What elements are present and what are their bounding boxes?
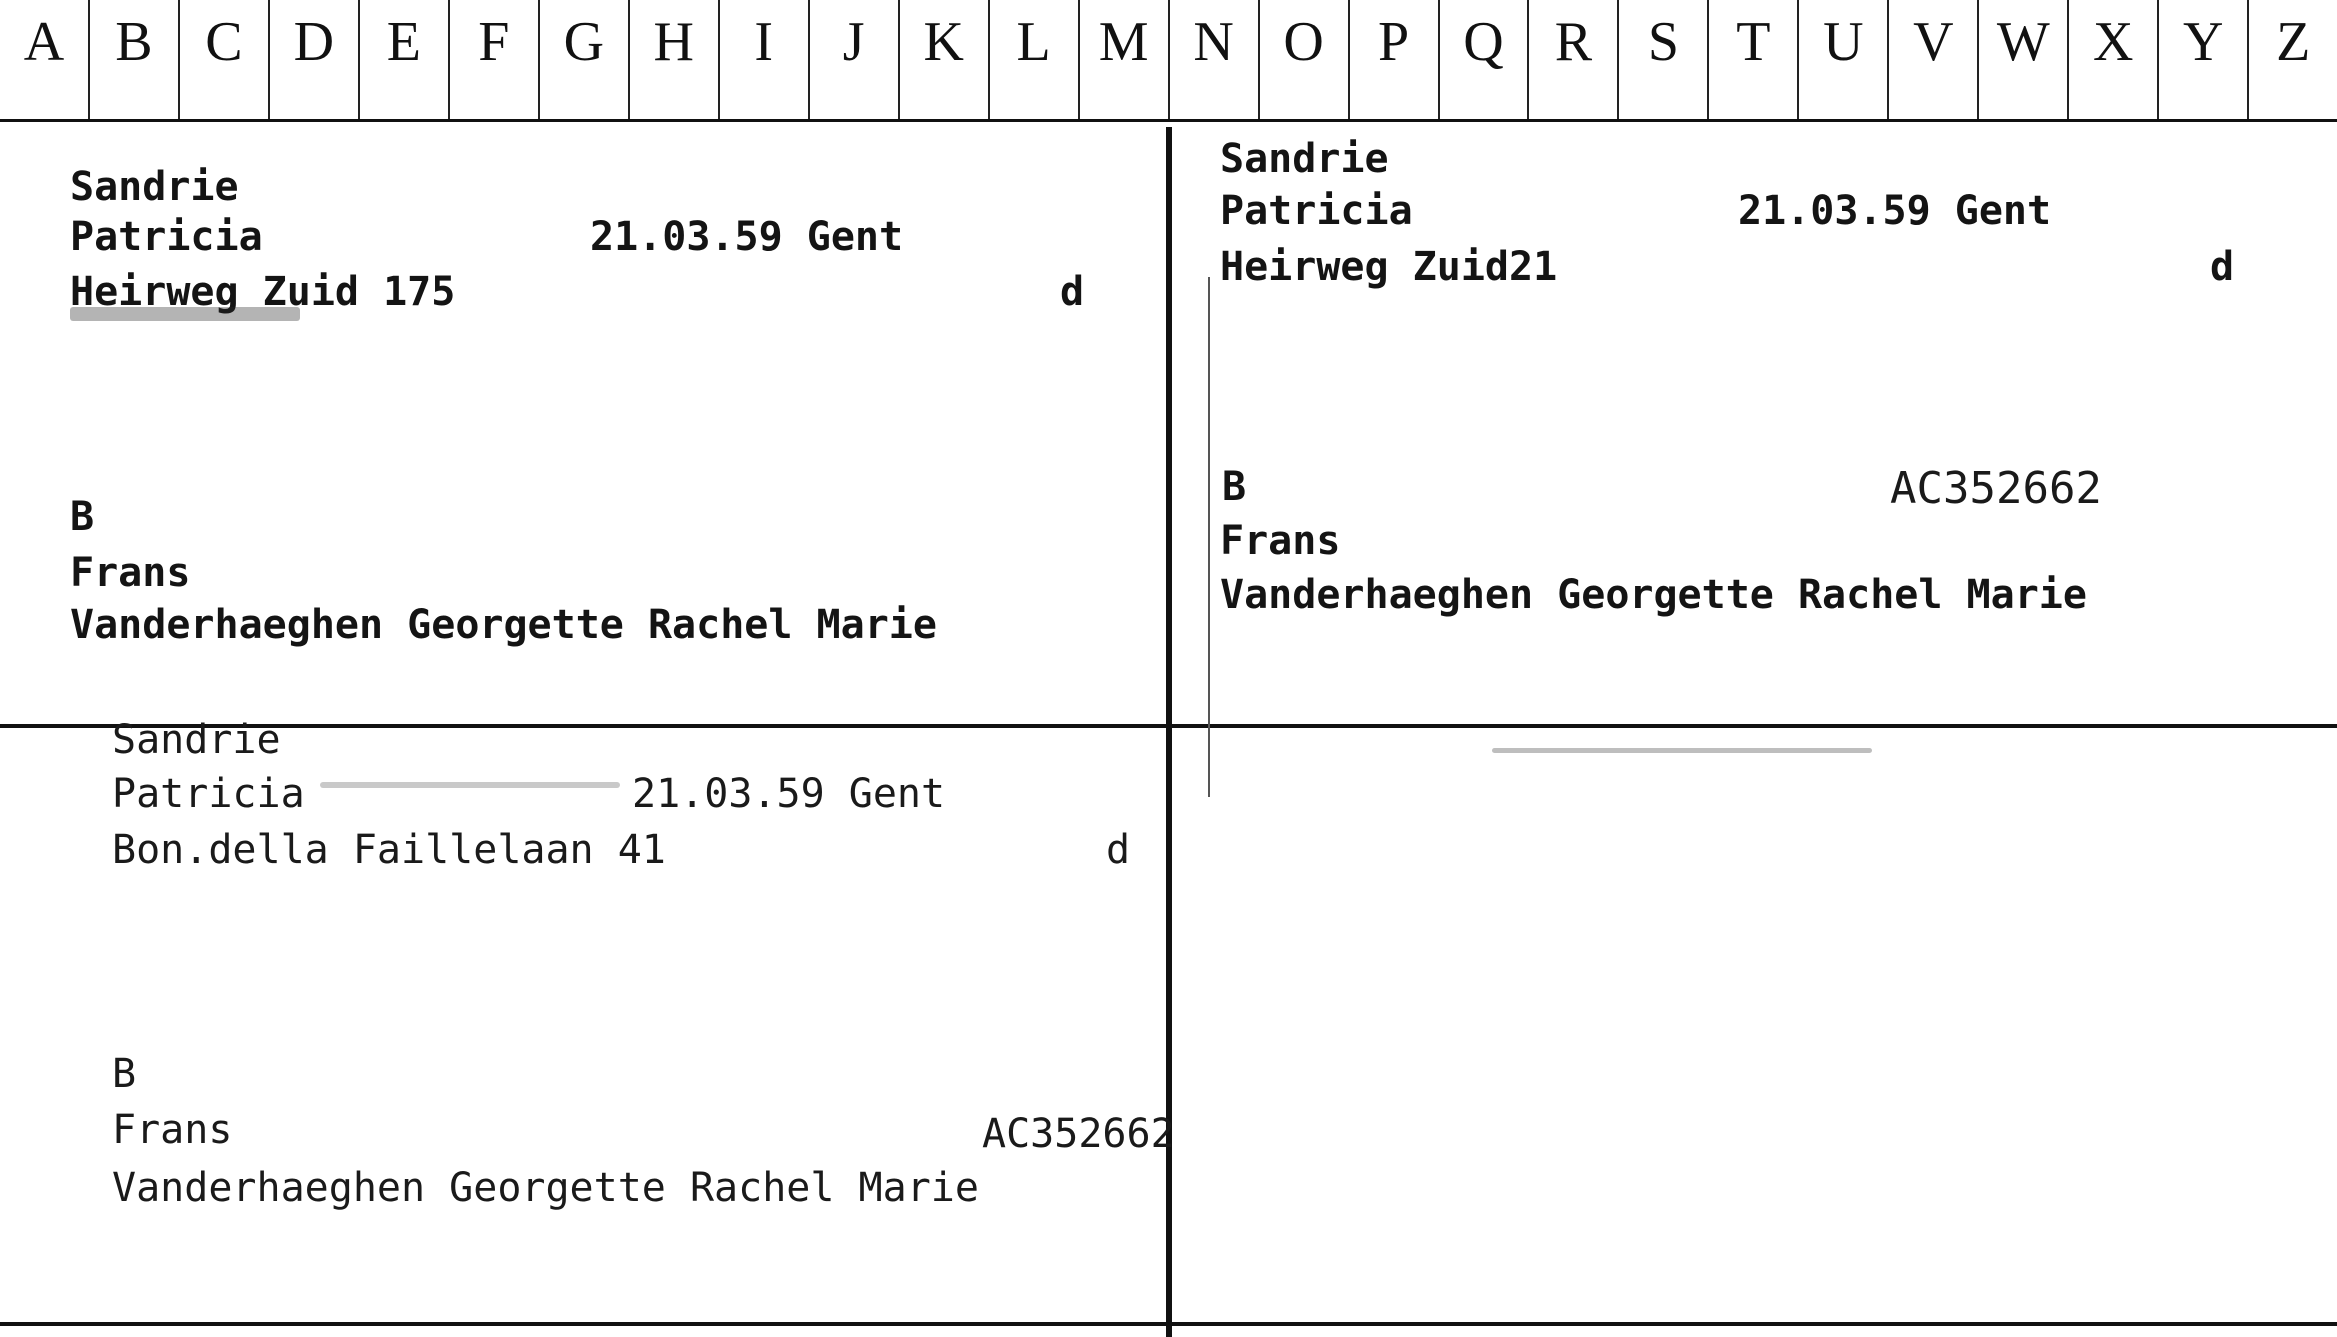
surname: Sandrie — [70, 164, 239, 210]
alphabet-tab-f: F — [450, 0, 540, 119]
record-card-top-right — [1172, 127, 2337, 724]
alphabet-tab-i: I — [720, 0, 810, 119]
alphabet-tab-t: T — [1709, 0, 1799, 119]
mother-name: Vanderhaeghen Georgette Rachel Marie — [112, 1165, 979, 1211]
alphabet-tab-d: D — [270, 0, 360, 119]
alphabet-tab-s: S — [1619, 0, 1709, 119]
alphabet-tab-w: W — [1979, 0, 2069, 119]
father-name: Frans — [1220, 518, 1341, 564]
code: B — [70, 494, 95, 540]
surname: Sandrie — [1220, 136, 1389, 182]
record-card-top-left — [0, 127, 1166, 724]
ink-smudge — [70, 307, 300, 321]
address: Heirweg Zuid21 — [1220, 244, 1558, 290]
alphabet-tab-j: J — [810, 0, 900, 119]
mother-name: Vanderhaeghen Georgette Rachel Marie — [1220, 572, 2087, 618]
code: B — [1222, 464, 1247, 510]
alphabet-tab-q: Q — [1440, 0, 1530, 119]
alphabet-tab-e: E — [360, 0, 450, 119]
margin-guide-line — [1208, 277, 1210, 797]
alphabet-tab-u: U — [1799, 0, 1889, 119]
birth-date-place: 21.03.59 Gent — [632, 771, 946, 817]
marker: d — [2210, 244, 2235, 290]
mother-name: Vanderhaeghen Georgette Rachel Marie — [70, 602, 937, 648]
alphabet-tab-z: Z — [2276, 11, 2311, 73]
code: B — [112, 1051, 137, 1097]
first-name: Patricia — [70, 214, 263, 260]
alphabet-tab-b: B — [90, 0, 180, 119]
id-number: AC352662 — [1890, 463, 2102, 514]
first-name: Patricia — [1220, 188, 1413, 234]
address: Heirweg Zuid 175 — [70, 269, 456, 315]
alphabet-tab-c: C — [180, 0, 270, 119]
bottom-border — [0, 1322, 2337, 1326]
ink-smudge — [1492, 748, 1872, 753]
father-name: Frans — [70, 550, 191, 596]
alphabet-tab-a: A — [0, 0, 90, 119]
alphabet-tab-p: P — [1350, 0, 1440, 119]
record-card-bottom-right-blank — [1172, 728, 2337, 1322]
first-name: Patricia — [112, 771, 305, 817]
father-name: Frans — [112, 1107, 233, 1153]
alphabet-tab-m: M — [1080, 0, 1170, 119]
marker: d — [1106, 827, 1131, 873]
surname: Sandrie — [112, 717, 281, 763]
alphabet-tab-k: K — [900, 0, 990, 119]
alphabet-tab-h: H — [630, 0, 720, 119]
birth-date-place: 21.03.59 Gent — [1738, 188, 2052, 234]
address: Bon.della Faillelaan 41 — [112, 827, 666, 873]
ink-smudge — [320, 782, 620, 788]
alphabet-tab-n: N — [1170, 0, 1260, 119]
alphabet-index-row — [0, 0, 2337, 122]
alphabet-tab-o: O — [1260, 0, 1350, 119]
alphabet-tab-x: X — [2069, 0, 2159, 119]
alphabet-tab-r: R — [1529, 0, 1619, 119]
alphabet-tab-y: Y — [2159, 0, 2249, 119]
alphabet-tab-v: V — [1889, 0, 1979, 119]
marker: d — [1060, 269, 1085, 315]
id-number: AC352662 — [982, 1111, 1175, 1157]
alphabet-tab-g: G — [540, 0, 630, 119]
record-card-bottom-left — [0, 717, 1175, 1322]
birth-date-place: 21.03.59 Gent — [590, 214, 904, 260]
alphabet-tab-l: L — [990, 0, 1080, 119]
